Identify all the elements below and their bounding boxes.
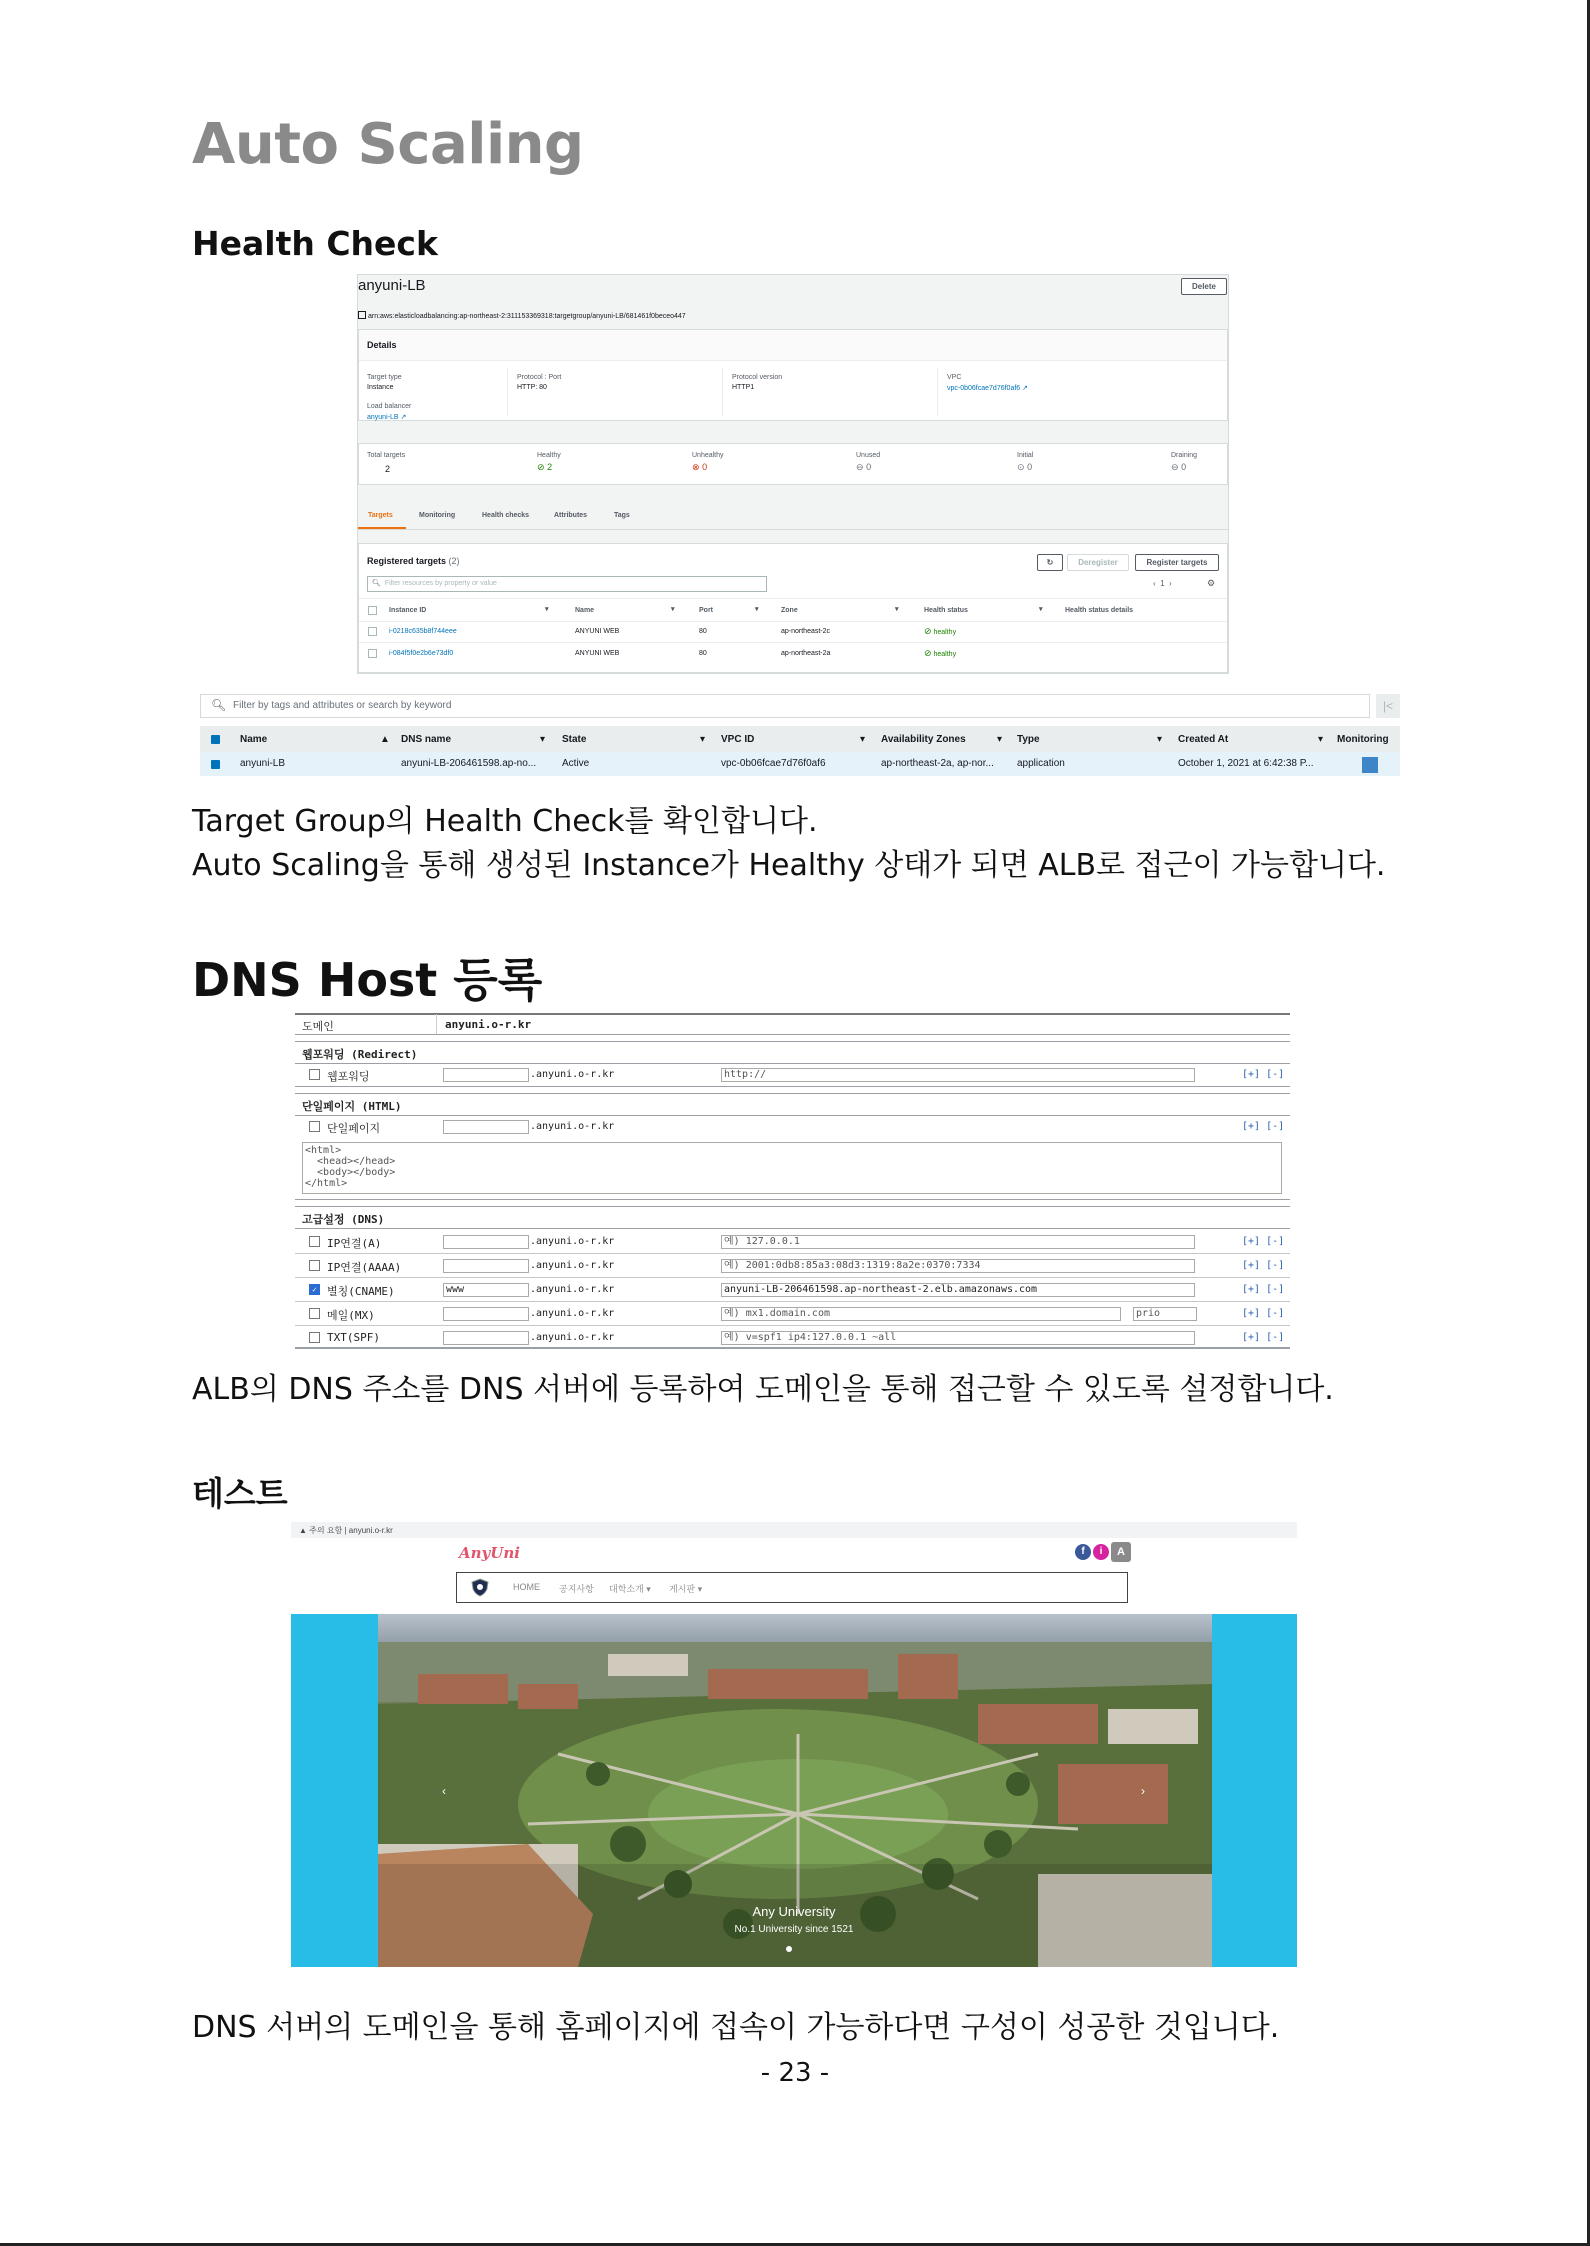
instance-id-link[interactable]: i-084f5f0e2b6e73df0: [389, 650, 454, 657]
count-label: Healthy: [537, 452, 561, 459]
hero-subtitle: No.1 University since 1521: [734, 1924, 854, 1935]
facebook-icon[interactable]: f: [1075, 1544, 1091, 1560]
add-remove-links[interactable]: [+] [-]: [1242, 1308, 1285, 1319]
dns-host-heading: DNS Host 등록: [192, 953, 543, 1007]
count-value: 0: [866, 462, 872, 472]
table-header: [359, 598, 1227, 622]
lb-vpc-id: vpc-0b06fcae7d76f0af6: [721, 758, 826, 769]
count-value: 0: [1181, 462, 1187, 472]
count-value: 2: [547, 462, 553, 472]
dns-form: [295, 1013, 1290, 1347]
detail-label: Protocol version: [732, 374, 783, 381]
domain-suffix: .anyuni.o-r.kr: [530, 1308, 615, 1319]
target-filter-input[interactable]: 🔍︎ Filter resources by property or value: [367, 576, 767, 592]
column-header[interactable]: Port: [699, 607, 713, 614]
instance-port: 80: [699, 650, 707, 657]
html-label: 단일페이지: [327, 1122, 381, 1135]
add-remove-links[interactable]: [+] [-]: [1242, 1069, 1285, 1080]
record-value-input[interactable]: 예) 127.0.0.1: [721, 1235, 1195, 1249]
nav-notice[interactable]: 공지사항: [559, 1584, 594, 1594]
details-title: Details: [367, 340, 397, 350]
sort-icon[interactable]: ▾: [671, 606, 675, 613]
record-label: 메일(MX): [327, 1309, 375, 1322]
lb-dns-name: anyuni-LB-206461598.ap-no...: [401, 758, 537, 769]
shield-logo-icon[interactable]: [471, 1578, 489, 1597]
counts-card: [358, 443, 1228, 485]
html-code-textarea[interactable]: <html> <head></head> <body></body> </html>: [302, 1142, 1282, 1194]
check-circle-icon: ⊘: [924, 648, 932, 658]
site-nav-bar: [456, 1572, 1128, 1603]
sort-icon[interactable]: ▾: [545, 606, 549, 613]
detail-value: HTTP1: [732, 384, 755, 391]
instance-name: ANYUNI WEB: [575, 628, 620, 635]
website-screenshot: [291, 1522, 1297, 1967]
nav-home[interactable]: HOME: [513, 1582, 540, 1592]
hero-title: Any University: [752, 1904, 836, 1919]
detail-label: Protocol : Port: [517, 374, 562, 381]
column-header[interactable]: Availability Zones: [881, 734, 966, 745]
sort-icon[interactable]: ▾: [1318, 734, 1324, 745]
lb-name: anyuni-LB: [240, 758, 286, 769]
column-header[interactable]: Type: [1017, 734, 1040, 745]
record-label: IP연결(A): [327, 1237, 382, 1250]
dns-record-row: [295, 1301, 1290, 1326]
pagination[interactable]: ‹ 1 ›: [1153, 579, 1172, 588]
record-label: 별칭(CNAME): [327, 1285, 395, 1298]
browser-address-bar[interactable]: ▲ 주의 요함 | anyuni.o-r.kr: [291, 1522, 1297, 1538]
gear-icon[interactable]: ⚙: [1207, 578, 1216, 588]
record-checkbox-a[interactable]: [309, 1236, 320, 1247]
column-header[interactable]: Name: [575, 607, 595, 614]
tab-bar: [358, 503, 1228, 530]
sort-icon[interactable]: ▾: [755, 606, 759, 613]
record-host-input[interactable]: [443, 1307, 529, 1321]
lb-filter-input[interactable]: 🔍︎ Filter by tags and attributes or search by keyword: [200, 694, 1370, 718]
column-header[interactable]: Monitoring: [1337, 734, 1389, 745]
registered-targets-card: [358, 543, 1228, 673]
instance-id-link[interactable]: i-0218c635b8f744eee: [389, 628, 457, 635]
detail-value: Instance: [367, 384, 394, 391]
first-page-icon[interactable]: |<: [1376, 694, 1400, 718]
registered-count: (2): [448, 556, 460, 566]
search-icon: 🔍︎: [211, 698, 227, 712]
sort-asc-icon[interactable]: ▲: [380, 734, 390, 745]
test-heading: 테스트: [192, 1474, 288, 1513]
dns-host-text: ALB의 DNS 주소를 DNS 서버에 등록하여 도메인을 통해 접근할 수 있도록 설정합니다.: [192, 1372, 1334, 1407]
page-number[interactable]: 1: [1160, 579, 1165, 588]
health-check-heading: Health Check: [192, 224, 438, 263]
record-value-input[interactable]: anyuni-LB-206461598.ap-northeast-2.elb.amazonaws.com: [721, 1283, 1195, 1297]
lb-type: application: [1017, 758, 1065, 769]
column-header[interactable]: Instance ID: [389, 607, 427, 614]
redirect-checkbox[interactable]: [309, 1069, 320, 1080]
instance-port: 80: [699, 628, 707, 635]
record-value-input[interactable]: 예) mx1.domain.com: [721, 1307, 1121, 1321]
tab-attributes[interactable]: Attributes: [554, 512, 588, 519]
count-label: Draining: [1171, 452, 1198, 459]
record-checkbox-aaaa[interactable]: [309, 1260, 320, 1271]
account-icon[interactable]: A: [1111, 1542, 1131, 1562]
deregister-button[interactable]: Deregister: [1067, 554, 1129, 571]
record-value-input[interactable]: 예) 2001:0db8:85a3:08d3:1319:8a2e:0370:7334: [721, 1259, 1195, 1273]
html-host-input[interactable]: [443, 1120, 529, 1134]
row-checkbox[interactable]: [368, 649, 377, 658]
delete-button[interactable]: Delete: [1181, 278, 1227, 295]
sort-icon[interactable]: ▾: [1157, 734, 1163, 745]
redirect-section-title: 웹포워딩 (Redirect): [302, 1048, 418, 1061]
lb-table-header: [200, 726, 1400, 753]
domain-suffix: .anyuni.o-r.kr: [530, 1236, 615, 1247]
record-host-input[interactable]: www: [443, 1283, 529, 1297]
nav-board[interactable]: 게시판 ▾: [669, 1584, 703, 1594]
sort-icon[interactable]: ▾: [895, 606, 899, 613]
count-label: Unused: [856, 452, 881, 459]
domain-suffix: .anyuni.o-r.kr: [530, 1121, 615, 1132]
carousel-prev-icon[interactable]: ‹: [442, 1784, 446, 1798]
record-checkbox-mx[interactable]: [309, 1308, 320, 1319]
count-label: Total targets: [367, 452, 406, 459]
record-value-input[interactable]: 예) v=spf1 ip4:127.0.0.1 ~all: [721, 1331, 1195, 1345]
column-header[interactable]: Zone: [781, 607, 798, 614]
count-label: Unhealthy: [692, 452, 724, 459]
test-text: DNS 서버의 도메인을 통해 홈페이지에 접속이 가능하다면 구성이 성공한 것입니다.: [192, 2010, 1280, 2045]
health-check-text-2: Auto Scaling을 통해 생성된 Instance가 Healthy 상태가 되면 ALB로 접근이 가능합니다.: [192, 848, 1386, 883]
html-section-title: 단일페이지 (HTML): [302, 1100, 402, 1113]
target-group-arn: arn:aws:elasticloadbalancing:ap-northeast-2:311153369318:targetgroup/anyuni-LB/681461f0beceo447: [358, 311, 686, 320]
load-balancer-list: [200, 694, 1400, 784]
register-targets-button[interactable]: Register targets: [1135, 554, 1219, 571]
row-checkbox[interactable]: [368, 627, 377, 636]
column-header[interactable]: VPC ID: [721, 734, 755, 745]
add-remove-links[interactable]: [+] [-]: [1242, 1260, 1285, 1271]
clock-icon: ⊙: [1017, 462, 1025, 472]
sort-icon[interactable]: ▾: [997, 734, 1003, 745]
hero-banner: [291, 1614, 1297, 1967]
record-priority-input[interactable]: prio: [1133, 1307, 1197, 1321]
tab-health-checks[interactable]: Health checks: [482, 512, 530, 519]
circle-icon: ⊖: [856, 462, 864, 472]
search-icon: 🔍︎: [372, 580, 381, 587]
lb-state: Active: [562, 758, 590, 769]
instance-zone: ap-northeast-2c: [781, 628, 831, 635]
record-label: TXT(SPF): [327, 1331, 380, 1344]
record-checkbox-cname[interactable]: ✓: [309, 1284, 320, 1295]
record-checkbox-txt[interactable]: [309, 1332, 320, 1343]
health-status: ⊘ healthy: [924, 626, 957, 636]
dns-record-row: [295, 1229, 1290, 1254]
dns-record-row: [295, 1325, 1290, 1349]
sort-icon[interactable]: ▾: [860, 734, 866, 745]
carousel-dot[interactable]: [786, 1946, 792, 1952]
registered-title: Registered targets (2): [367, 556, 460, 566]
circle-icon: ⊖: [1171, 462, 1179, 472]
instagram-icon[interactable]: i: [1093, 1544, 1109, 1560]
row-checkbox[interactable]: [211, 760, 220, 769]
domain-suffix: .anyuni.o-r.kr: [530, 1284, 615, 1295]
column-header[interactable]: Health status: [924, 607, 968, 614]
detail-label: Target type: [367, 374, 402, 381]
redirect-label: 웹포워딩: [327, 1070, 370, 1083]
dns-record-row: [295, 1253, 1290, 1278]
instance-zone: ap-northeast-2a: [781, 650, 831, 657]
refresh-button[interactable]: [1037, 554, 1063, 571]
record-host-input[interactable]: [443, 1331, 529, 1345]
tab-targets[interactable]: Targets: [368, 512, 393, 519]
record-host-input[interactable]: [443, 1259, 529, 1273]
health-check-text-1: Target Group의 Health Check를 확인합니다.: [192, 804, 818, 839]
domain-suffix: .anyuni.o-r.kr: [530, 1332, 615, 1343]
lb-table-row[interactable]: [200, 752, 1400, 776]
domain-suffix: .anyuni.o-r.kr: [530, 1069, 615, 1080]
count-value: 2: [385, 464, 391, 474]
column-header[interactable]: Health status details: [1065, 607, 1134, 614]
sort-icon[interactable]: ▾: [700, 734, 706, 745]
target-group-screenshot: [357, 274, 1229, 674]
load-balancer-link[interactable]: anyuni-LB ↗: [367, 414, 407, 421]
advanced-section-title: 고급설정 (DNS): [302, 1213, 385, 1226]
domain-suffix: .anyuni.o-r.kr: [530, 1260, 615, 1271]
dns-record-row: [295, 1277, 1290, 1302]
table-row[interactable]: [359, 642, 1227, 664]
tab-tags[interactable]: Tags: [614, 512, 630, 519]
carousel-next-icon[interactable]: ›: [1141, 1784, 1145, 1798]
column-header[interactable]: Created At: [1178, 734, 1229, 745]
x-circle-icon: ⊗: [692, 462, 700, 472]
tab-monitoring[interactable]: Monitoring: [419, 512, 456, 519]
record-label: IP연결(AAAA): [327, 1261, 402, 1274]
domain-value: anyuni.o-r.kr: [445, 1018, 532, 1031]
count-label: Initial: [1017, 452, 1034, 459]
add-remove-links[interactable]: [+] [-]: [1242, 1121, 1285, 1132]
check-circle-icon: ⊘: [537, 462, 545, 472]
add-remove-links[interactable]: [+] [-]: [1242, 1236, 1285, 1247]
record-host-input[interactable]: [443, 1235, 529, 1249]
sort-icon[interactable]: ▾: [540, 734, 546, 745]
check-circle-icon: ⊘: [924, 626, 932, 636]
monitoring-icon[interactable]: [1362, 757, 1378, 773]
html-checkbox[interactable]: [309, 1121, 320, 1132]
sort-icon[interactable]: ▾: [1039, 606, 1043, 613]
lb-availability-zones: ap-northeast-2a, ap-nor...: [881, 758, 994, 769]
select-all-checkbox[interactable]: [211, 735, 220, 744]
load-balancer-label: Load balancer: [367, 403, 412, 410]
lb-created-at: October 1, 2021 at 6:42:38 P...: [1178, 758, 1314, 769]
target-group-name: anyuni-LB: [358, 277, 426, 294]
detail-value: HTTP: 80: [517, 384, 547, 391]
copy-icon[interactable]: [358, 311, 366, 319]
refresh-icon: ↻: [1046, 558, 1054, 567]
nav-about[interactable]: 대학소개 ▾: [609, 1584, 651, 1594]
vpc-link[interactable]: vpc-0b06fcae7d76f0af6 ↗: [947, 385, 1028, 392]
health-status: ⊘ healthy: [924, 648, 957, 658]
detail-label: VPC: [947, 374, 962, 381]
column-header[interactable]: DNS name: [401, 734, 452, 745]
details-card: [358, 329, 1228, 421]
count-value: 0: [702, 462, 708, 472]
page-number: - 23 -: [760, 2058, 830, 2088]
instance-name: ANYUNI WEB: [575, 650, 620, 657]
column-header[interactable]: Name: [240, 734, 268, 745]
add-remove-links[interactable]: [+] [-]: [1242, 1284, 1285, 1295]
redirect-url-input[interactable]: http://: [721, 1068, 1195, 1082]
site-logo[interactable]: AnyUni: [459, 1544, 520, 1562]
add-remove-links[interactable]: [+] [-]: [1242, 1332, 1285, 1343]
section-title: Auto Scaling: [192, 112, 584, 177]
redirect-host-input[interactable]: [443, 1068, 529, 1082]
select-all-checkbox[interactable]: [368, 606, 377, 615]
count-value: 0: [1027, 462, 1033, 472]
domain-label: 도메인: [302, 1020, 334, 1033]
external-link-icon: ↗: [400, 414, 407, 421]
column-header[interactable]: State: [562, 734, 587, 745]
external-link-icon: ↗: [1022, 385, 1028, 392]
table-row[interactable]: [359, 620, 1227, 643]
